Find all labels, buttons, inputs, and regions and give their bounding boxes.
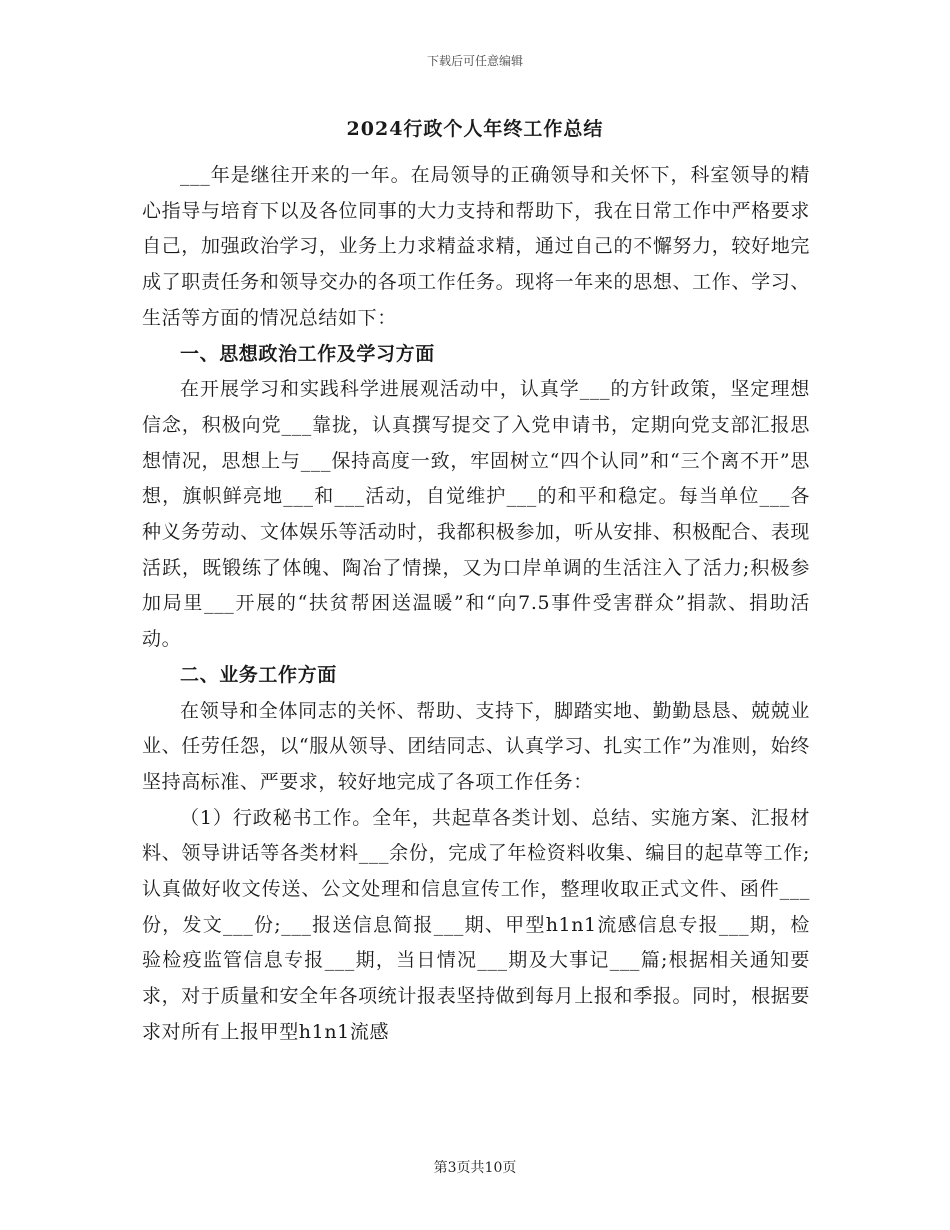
- page-header-note: 下载后可任意编辑: [426, 54, 523, 68]
- section-1-paragraph: 在开展学习和实践科学进展观活动中，认真学___的方针政策，坚定理想信念，积极向党___靠拢，认真撰写提交了入党申请书，定期向党支部汇报思想情况，思想上与___保持高度一致，牢固树立“四个认同”和“三个离不开”思想，旗帜鲜亮地___和___活动，自觉维护___的和平和稳定。每当单位___各种义务劳动、文体娱乐等活动时，我都积极参加，听从安排、积极配合、表现活跃，既锻练了体魄、陶冶了情操，又为口岸单调的生活注入了活力;积极参加局里___开展的“扶贫帮困送温暖”和“向7.5事件受害群众”捐款、捐助活动。: [142, 378, 810, 651]
- page-footer-number: 第3页共10页: [433, 1160, 517, 1176]
- section-2-heading: 二、业务工作方面: [180, 663, 337, 686]
- section-2-paragraph-1: 在领导和全体同志的关怀、帮助、支持下，脚踏实地、勤勤恳恳、兢兢业业、任劳任怨，以“服从领导、团结同志、认真学习、扎实工作”为准则，始终坚持高标准、严要求，较好地完成了各项工作任务：: [142, 699, 810, 793]
- document-body: [142, 158, 810, 1051]
- intro-paragraph: ___年是继往开来的一年。在局领导的正确领导和关怀下，科室领导的精心指导与培育下以及各位同事的大力支持和帮助下，我在日常工作中严格要求自己，加强政治学习，业务上力求精益求精，通过自己的不懈努力，较好地完成了职责任务和领导交办的各项工作任务。现将一年来的思想、工作、学习、生活等方面的情况总结如下：: [142, 164, 810, 329]
- section-1-heading: 一、思想政治工作及学习方面: [180, 342, 435, 365]
- document-title: 2024行政个人年终工作总结: [346, 118, 604, 140]
- section-2-paragraph-2: （1）行政秘书工作。全年，共起草各类计划、总结、实施方案、汇报材料、领导讲话等各类材料___余份，完成了年检资料收集、编目的起草等工作;认真做好收文传送、公文处理和信息宣传工作，整理收取正式文件、函件___份，发文___份;___报送信息简报___期、甲型h1n1流感信息专报___期，检验检疫监管信息专报___期，当日情况___期及大事记___篇;根据相关通知要求，对于质量和安全年各项统计报表坚持做到每月上报和季报。同时，根据要求对所有上报甲型h1n1流感: [142, 806, 810, 1043]
